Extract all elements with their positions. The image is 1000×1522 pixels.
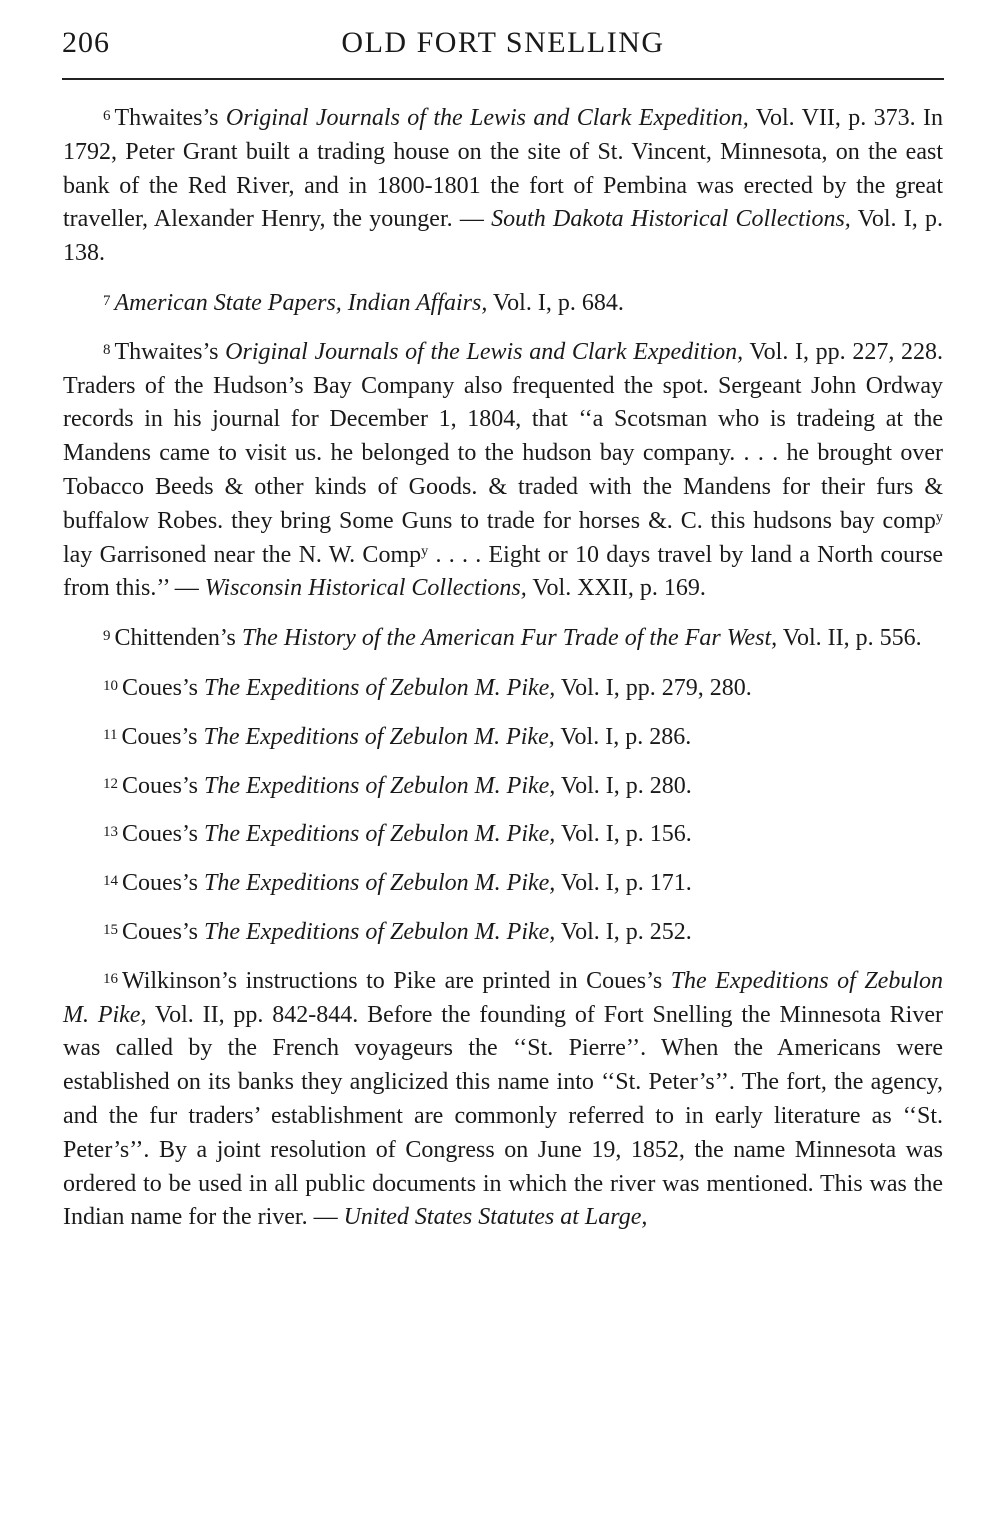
footnotes-section bbox=[63, 100, 943, 1249]
footnote-number: 10 bbox=[103, 677, 118, 694]
footnote-text: Vol. I, p. 171. bbox=[555, 870, 692, 897]
footnote-citation-title: South Dakota Historical Collections, bbox=[491, 206, 851, 233]
footnote-11 bbox=[63, 719, 943, 755]
footnote-number: 13 bbox=[103, 824, 118, 841]
footnote-13 bbox=[63, 816, 943, 852]
footnote-16 bbox=[63, 963, 943, 1235]
footnote-text: Vol. I, p. 138. bbox=[63, 206, 943, 267]
footnote-number: 11 bbox=[103, 726, 118, 743]
footnote-citation-title: Original Journals of the Lewis and Clark Expedition, bbox=[225, 338, 744, 365]
footnote-10 bbox=[63, 670, 943, 706]
footnote-text: Coues’s bbox=[121, 723, 204, 750]
footnote-citation-title: Wisconsin Historical Collections, bbox=[204, 575, 527, 602]
footnote-text: Vol. I, p. 156. bbox=[555, 821, 692, 848]
footnote-citation-title: The Expeditions of Zebulon M. Pike, bbox=[63, 967, 943, 1028]
footnote-number: 6 bbox=[103, 108, 111, 124]
footnote-text: Vol. I, p. 684. bbox=[487, 289, 624, 316]
footnote-text: Coues’s bbox=[122, 870, 205, 897]
footnote-number: 16 bbox=[103, 970, 118, 987]
footnote-citation-title: United States Statutes at Large, bbox=[343, 1204, 648, 1231]
page-header bbox=[62, 20, 944, 70]
footnote-7 bbox=[63, 285, 943, 321]
footnote-citation-title: American State Papers, Indian Affairs, bbox=[114, 289, 488, 316]
footnote-text: Vol. XXII, p. 169. bbox=[526, 575, 706, 602]
footnote-12 bbox=[63, 768, 943, 804]
footnote-citation-title: The Expeditions of Zebulon M. Pike, bbox=[204, 674, 556, 701]
footnote-number: 8 bbox=[103, 341, 111, 358]
footnote-text: Vol. VII, p. 373. In 1792, Peter Grant built a trading house on the site of St. Vincent, Minnesota, on the east bank of the Red River, and in 1800-1801 the fort of Pembina was erected by the great traveller, Alexander Henry, the younger. — bbox=[63, 105, 943, 233]
footnote-number: 15 bbox=[103, 921, 118, 938]
page-number: 206 bbox=[62, 26, 110, 59]
footnote-text: Vol. II, p. 556. bbox=[777, 625, 922, 652]
footnote-citation-title: The Expeditions of Zebulon M. Pike, bbox=[204, 821, 556, 848]
running-head-title: OLD FORT SNELLING bbox=[341, 26, 665, 59]
footnote-number: 12 bbox=[103, 775, 118, 792]
footnote-text: Wilkinson’s instructions to Pike are printed in Coues’s bbox=[122, 967, 671, 994]
footnote-text: Vol. I, p. 286. bbox=[554, 723, 692, 750]
footnote-text: Vol. II, pp. 842-844. Before the founding of Fort Snelling the Minnesota River was called by the French voyageurs the ‘‘St. Pierre’’. When the Americans were established on its banks they anglicized this name into ‘‘St. Peter’s’’. The fort, the agency, and the fur traders’ establishment are commonly referred to in early literature as ‘‘St. Peter’s’’. By a joint resolution of Congress on June 19, 1852, the name Minnesota was ordered to be used in all public documents in which the river was mentioned. This was the Indian name for the river. — bbox=[63, 1001, 943, 1231]
footnote-text: Coues’s bbox=[122, 772, 205, 799]
footnote-text: Vol. I, pp. 279, 280. bbox=[555, 674, 752, 701]
footnote-citation-title: The Expeditions of Zebulon M. Pike, bbox=[204, 772, 556, 799]
footnote-number: 14 bbox=[103, 873, 118, 890]
footnote-text: Coues’s bbox=[122, 918, 205, 945]
footnote-text: Coues’s bbox=[122, 674, 205, 701]
footnote-text: Vol. I, p. 252. bbox=[555, 918, 692, 945]
footnote-15 bbox=[63, 914, 943, 950]
footnote-8 bbox=[63, 334, 943, 606]
footnote-6 bbox=[63, 100, 943, 271]
footnote-citation-title: Original Journals of the Lewis and Clark Expedition, bbox=[225, 105, 749, 131]
footnote-text: Chittenden’s bbox=[114, 625, 242, 652]
footnote-citation-title: The Expeditions of Zebulon M. Pike, bbox=[203, 723, 555, 750]
footnote-citation-title: The Expeditions of Zebulon M. Pike, bbox=[204, 918, 556, 945]
footnote-text: Thwaites’s bbox=[114, 105, 226, 131]
footnote-citation-title: The History of the American Fur Trade of the Far West, bbox=[241, 625, 778, 652]
footnote-text: Thwaites’s bbox=[114, 338, 226, 365]
footnote-9 bbox=[63, 620, 943, 656]
header-rule bbox=[62, 78, 944, 80]
footnote-number: 7 bbox=[103, 292, 111, 309]
footnote-text: Vol. I, pp. 227, 228. Traders of the Hudson’s Bay Company also frequented the spot. Sergeant John Ordway records in his journal for December 1, 1804, that ‘‘a Scotsman who is tradeing at the Mandens came to visit us. he belonged to the hudson bay company. . . . he brought over Tobacco Beeds & other kinds of Goods. & traded with the Mandens for their furs & buffalow Robes. they bring Some Guns to trade for horses &. C. this hudsons bay compʸ lay Garrisoned near the N. W. Compʸ . . . . Eight or 10 days travel by land a North course from this.’’ — bbox=[63, 338, 943, 602]
footnote-citation-title: The Expeditions of Zebulon M. Pike, bbox=[204, 870, 556, 897]
footnote-text: Coues’s bbox=[122, 821, 205, 848]
footnote-14 bbox=[63, 865, 943, 901]
footnote-number: 9 bbox=[103, 628, 111, 645]
footnote-text: Vol. I, p. 280. bbox=[555, 772, 692, 799]
